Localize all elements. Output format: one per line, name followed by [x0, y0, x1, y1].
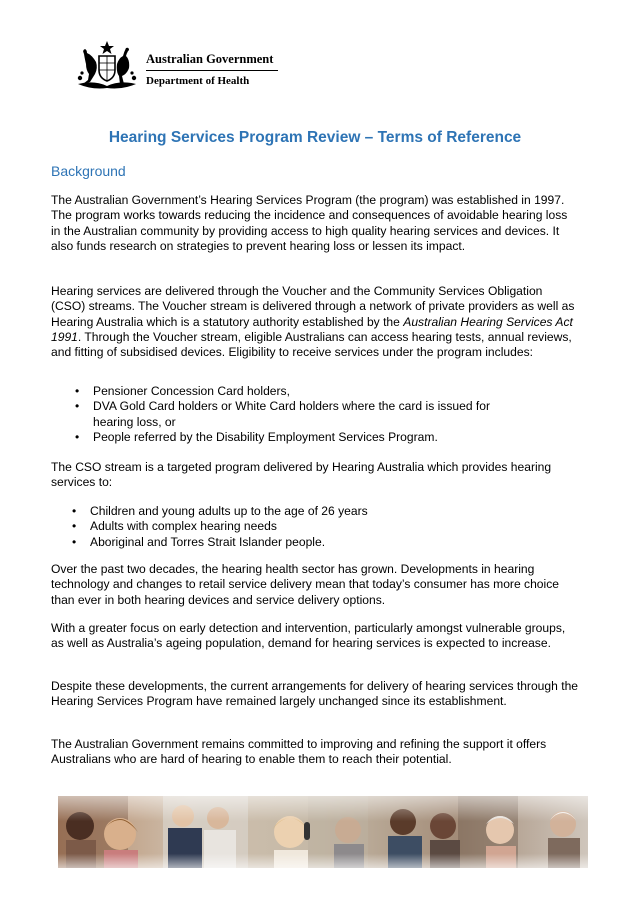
coat-of-arms-icon — [74, 40, 140, 92]
section-heading: Background — [51, 163, 126, 179]
people-photo-strip — [58, 796, 588, 868]
legislation-title: Australian Hearing Services Act 1991 — [51, 314, 573, 344]
list-item: • Adults with complex hearing needs — [72, 519, 522, 534]
list-item: • DVA Gold Card holders or White Card holders where the card is issued for hearing loss, or — [75, 399, 525, 430]
cso-list — [72, 504, 522, 550]
list-item: • Pensioner Concession Card holders, — [75, 384, 525, 399]
list-item: • Aboriginal and Torres Strait Islander people. — [72, 535, 522, 550]
eligibility-list — [75, 384, 525, 445]
org-name: Australian Government — [146, 52, 278, 71]
paragraph-text: . Through the Voucher stream, eligible Australians can access hearing tests, annual reviews, and fitting of subsidised devices. Eligibility to receive services under the program includes: — [51, 329, 572, 360]
paragraph: The Australian Government remains committed to improving and refining the support it offers Australians who are hard of hearing to enable them to reach their potential. — [51, 737, 547, 767]
list-item: • Children and young adults up to the age of 26 years — [72, 504, 522, 519]
page-title: Hearing Services Program Review – Terms of Reference — [108, 129, 522, 146]
paragraph: The CSO stream is a targeted program delivered by Hearing Australia which provides hearing services to: — [51, 460, 552, 490]
list-item: • People referred by the Disability Employment Services Program. — [75, 430, 525, 445]
paragraph: The Australian Government’s Hearing Services Program (the program) was established in 1997. The program works towards reducing the incidence and consequences of avoidable hearing loss in the Australian community by providing access to high quality hearing services and devices. It also funds research on strategies to prevent hearing loss or lessen its impact. — [51, 193, 568, 253]
paragraph-text: Hearing services are delivered through the Voucher and the Community Services Obligation (CSO) streams. The Voucher stream is delivered through a network of private providers as well as Hearing Australia which is a statutory authority established by the — [51, 284, 575, 329]
paragraph: Despite these developments, the current arrangements for delivery of hearing services through the Hearing Services Program have remained largely unchanged since its establishment. — [51, 679, 579, 709]
department-name: Department of Health — [146, 75, 250, 87]
paragraph: Over the past two decades, the hearing health sector has grown. Developments in hearing technology and changes to retail service delivery mean that today’s consumer has more choice than ever in both hearing devices and service delivery options. — [51, 562, 559, 607]
logo-wordmark — [146, 52, 278, 88]
paragraph: With a greater focus on early detection and intervention, particularly amongst vulnerable groups, as well as Australia’s ageing population, demand for hearing services is expected to increase. — [51, 621, 566, 651]
government-logo — [74, 40, 284, 98]
paragraph — [51, 284, 579, 360]
